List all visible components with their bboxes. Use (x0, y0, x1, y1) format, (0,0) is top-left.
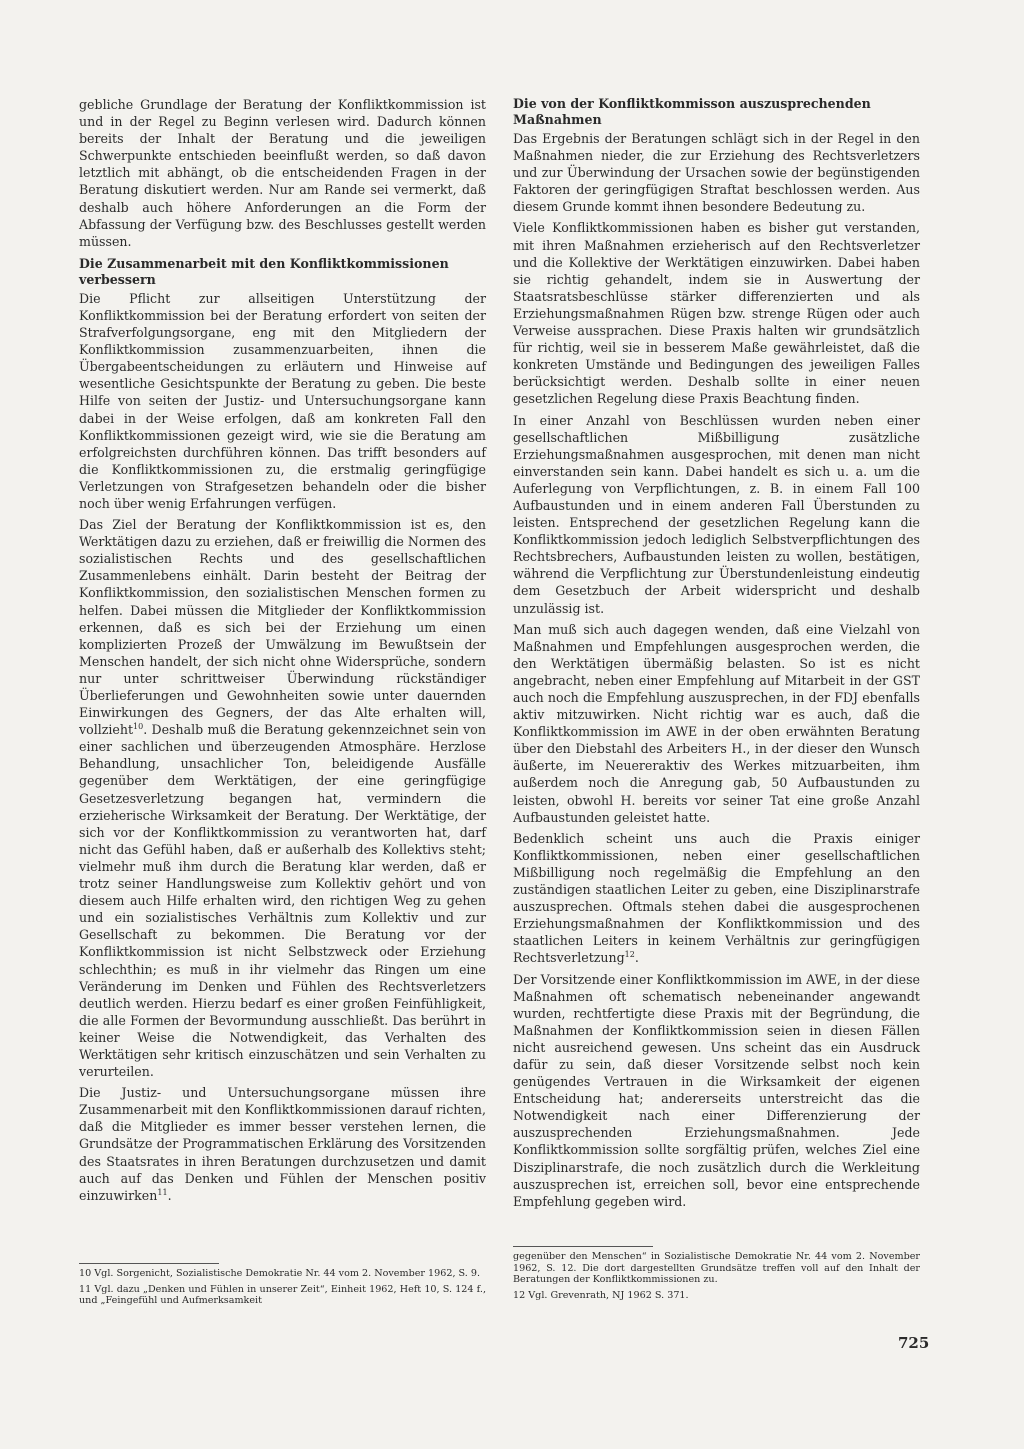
paragraph: gebliche Grundlage der Beratung der Konfliktkommission ist und in der Regel zu Beginn verlesen wird. Dadurch können bereits der Inhalt der Beratung und die jeweiligen Schwerpunkte entschieden beeinflußt werden, so daß davon letztlich mit abhängt, ob die entscheidenden Fragen in der Beratung diskutiert werden. Nur am Rande sei vermerkt, daß deshalb auch höhere Anforderungen an die Form der Abfassung der Verfügung bzw. des Beschlusses gestellt werden müssen. (79, 97, 486, 249)
paragraph (79, 516, 486, 1080)
footnotes-right (513, 1246, 920, 1305)
paragraph (79, 1084, 486, 1204)
right-column (513, 96, 920, 1214)
footnote-divider (79, 1263, 219, 1264)
section-heading: Die Zusammenarbeit mit den Konfliktkommissionen verbessern (79, 255, 449, 287)
footnote-ref: 11 (157, 1187, 168, 1197)
left-column (79, 96, 486, 1208)
paragraph: Die Pflicht zur allseitigen Unterstützung der Konfliktkommission bei der Beratung erfordert von seiten der Strafverfolgungsorgane, eng mit den Mitgliedern der Konfliktkommission zusammenzuarbeiten, ihnen die Übergabeentscheidungen zu erläutern und Hinweise auf wesentliche Gesichtspunkte der Beratung zu geben. Die beste Hilfe von seiten der Justiz- und Untersuchungsorgane kann dabei in der Weise erfolgen, daß am konkreten Fall den Konfliktkommissionen gezeigt wird, wie sie die Beratung am erfolgreichsten durchführen können. Das trifft besonders auf die Konfliktkommissionen zu, die erstmalig geringfügige Verletzungen von Strafgesetzen behandeln oder die bisher noch über wenig Erfahrungen verfügen. (79, 290, 486, 511)
footnote: gegenüber den Menschen“ in Sozialistische Demokratie Nr. 44 vom 2. November 1962, S. 12. Die dort dargestellten Grundsätze treffen voll auf den Inhalt der Beratungen der Konfliktkommissionen zu. (513, 1251, 920, 1286)
footnote-ref: 12 (624, 950, 635, 960)
paragraph: Man muß sich auch dagegen wenden, daß eine Vielzahl von Maßnahmen und Empfehlungen ausgesprochen werden, die den Werktätigen übermäßig belasten. So ist es nicht angebracht, neben einer Empfehlung auf Mitarbeit in der GST auch noch die Empfehlung auszusprechen, in der FDJ ebenfalls aktiv mitzuwirken. Nicht richtig war es auch, daß die Konfliktkommission im AWE in der oben erwähnten Beratung über den Diebstahl des Arbeiters H., in der dieser den Wunsch äußerte, im Neuereraktiv des Werkes mitzuarbeiten, ihm außerdem noch die Anregung gab, 50 Aufbaustunden zu leisten, obwohl H. bereits vor seiner Tat eine große Anzahl Aufbaustunden geleistet hatte. (513, 621, 920, 825)
section-heading: Die von der Konfliktkommisson auszusprechenden Maßnahmen (513, 96, 871, 127)
paragraph: Das Ergebnis der Beratungen schlägt sich in der Regel in den Maßnahmen nieder, die zur Erziehung des Rechtsverletzers und zur Überwindung der Ursachen sowie der begünstigenden Faktoren der geringfügigen Straftat beschlossen werden. Aus diesem Grunde kommt ihnen besondere Bedeutung zu. (513, 131, 920, 215)
footnote-ref: 10 (133, 722, 144, 731)
paragraph-text: . Deshalb muß die Beratung gekennzeichnet sein von einer sachlichen und überzeugenden Atmosphäre. Herzlose Behandlung, unsachlicher Ton, beleidigende Ausfälle gegenüber dem Werktätigen, der eine geringfügige Gesetzesverletzung begangen hat, vermindern die erzieherische Wirksamkeit der Beratung. Der Werktätige, der sich vor der Konfliktkommission zu verantworten hat, darf nicht das Gefühl haben, daß er außerhalb des Kollektivs steht; vielmehr muß ihm durch die Beratung klar werden, daß er trotz seiner Handlungsweise zum Kollektiv gehört und von diesem auch Hilfe erhalten wird, den richtigen Weg zu gehen und ein sozialistisches Verhältnis zum Kollektiv und zur Gesellschaft zu bekommen. Die Beratung vor der Konfliktkommission ist nicht Selbstzweck oder Erziehung schlechthin; es muß in ihr vielmehr das Ringen um eine Veränderung im Denken und Fühlen des Rechtsverletzers deutlich werden. Hierzu bedarf es einer großen Feinfühligkeit, die alle Formen der Bevormundung ausschließt. Das berührt in keiner Weise die Notwendigkeit, das Verhalten des Werktätigen sehr kritisch einzuschätzen und sein Verhalten zu verurteilen. (79, 722, 486, 1080)
paragraph-text: Die Justiz- und Untersuchungsorgane müssen ihre Zusammenarbeit mit den Konfliktkommissionen darauf richten, daß die Mitglieder es immer besser verstehen lernen, die Grundsätze der Programmatischen Erklärung des Vorsitzenden des Staatsrates in ihren Beratungen durchzusetzen und damit auch auf das Denken und Fühlen der Menschen positiv einzuwirken (79, 1085, 486, 1203)
paragraph-text: . (634, 950, 639, 966)
footnote: 10 Vgl. Sorgenicht, Sozialistische Demokratie Nr. 44 vom 2. November 1962, S. 9. (79, 1268, 481, 1279)
paragraph: In einer Anzahl von Beschlüssen wurden neben einer gesellschaftlichen Mißbilligung zusätzliche Erziehungsmaßnahmen ausgesprochen, mit denen man nicht einverstanden sein kann. Dabei handelt es sich u. a. um die Auferlegung von Verpflichtungen, z. B. in einem Fall 100 Aufbaustunden und in einem anderen Fall Überstunden zu leisten. Entsprechend der gesetzlichen Regelung kann die Konfliktkommission jedoch lediglich Selbstverpflichtungen des Rechtsbrechers, Aufbaustunden leisten zu wollen, bestätigen, während die Verpflichtung zur Überstundenleistung eindeutig dem Gesetzbuch der Arbeit widerspricht und deshalb unzulässig ist. (513, 412, 920, 616)
footnote-divider (513, 1246, 653, 1247)
footnote: 12 Vgl. Grevenrath, NJ 1962 S. 371. (513, 1289, 689, 1301)
footnotes-left (79, 1263, 486, 1311)
paragraph-text: Bedenklich scheint uns auch die Praxis einiger Konfliktkommissionen, neben einer gesellschaftlichen Mißbilligung noch regelmäßig die Empfehlung an den zuständigen staatlichen Leiter zu geben, eine Disziplinarstrafe auszusprechen. Oftmals stehen dabei die ausgesprochenen Erziehungsmaßnahmen der Konfliktkommission und des staatlichen Leiters in keinem Verhältnis zur geringfügigen Rechtsverletzung (513, 830, 920, 966)
paragraph-text: Das Ziel der Beratung der Konfliktkommission ist es, den Werktätigen dazu zu erziehen, daß er freiwillig die Normen des sozialistischen Rechts und des gesellschaftlichen Zusammenlebens einhält. Darin besteht der Beitrag der Konfliktkommission, den sozialistischen Menschen formen zu helfen. Dabei müssen die Mitglieder der Konfliktkommission erkennen, daß es sich bei der Erziehung um einen komplizierten Prozeß der Umwälzung im Bewußtsein der Menschen handelt, der sich nicht ohne Widersprüche, sondern nur unter schrittweiser Überwindung rückständiger Überlieferungen und Gewohnheiten sowie unter dauernden Einwirkungen des Gegners, der das Alte erhalten will, vollzieht (79, 517, 486, 738)
paragraph (513, 830, 920, 967)
paragraph: Der Vorsitzende einer Konfliktkommission im AWE, in der diese Maßnahmen oft schematisch nebeneinander angewandt wurden, rechtfertigte diese Praxis mit der Begründung, die Maßnahmen der Konfliktkommission seien in diesen Fällen nicht ausreichend gewesen. Uns scheint das ein Ausdruck dafür zu sein, daß dieser Vorsitzende selbst noch kein genügendes Vertrauen in die Wirksamkeit der eigenen Entscheidung hat; andererseits unterstreicht das die Notwendigkeit nach einer Differenzierung der auszusprechenden Erziehungsmaßnahmen. Jede Konfliktkommission sollte sorgfältig prüfen, welches Ziel eine Disziplinarstrafe, die noch zusätzlich durch die Werkleitung auszusprechen ist, erreichen soll, bevor eine entsprechende Empfehlung gegeben wird. (513, 971, 920, 1209)
paragraph-text: . (167, 1187, 172, 1203)
footnote: 11 Vgl. dazu „Denken und Fühlen in unserer Zeit“, Einheit 1962, Heft 10, S. 124 f., und „Feingefühl und Aufmerksamkeit (79, 1283, 486, 1307)
paragraph: Viele Konfliktkommissionen haben es bisher gut verstanden, mit ihren Maßnahmen erzieherisch auf den Rechtsverletzer und die Kollektive der Werktätigen einzuwirken. Dabei haben sie richtig gehandelt, indem sie in Auswertung der Staatsratsbeschlüsse stärker differenzierten und als Erziehungsmaßnahmen Rügen bzw. strenge Rügen oder auch Verweise aussprachen. Diese Praxis halten wir grundsätzlich für richtig, weil sie in besserem Maße gewährleistet, daß die konkreten Umstände und Bedingungen des jeweiligen Falles berücksichtigt werden. Deshalb sollte in einer neuen gesetzlichen Regelung diese Praxis Beachtung finden. (513, 220, 920, 407)
page-number: 725 (898, 1334, 930, 1352)
